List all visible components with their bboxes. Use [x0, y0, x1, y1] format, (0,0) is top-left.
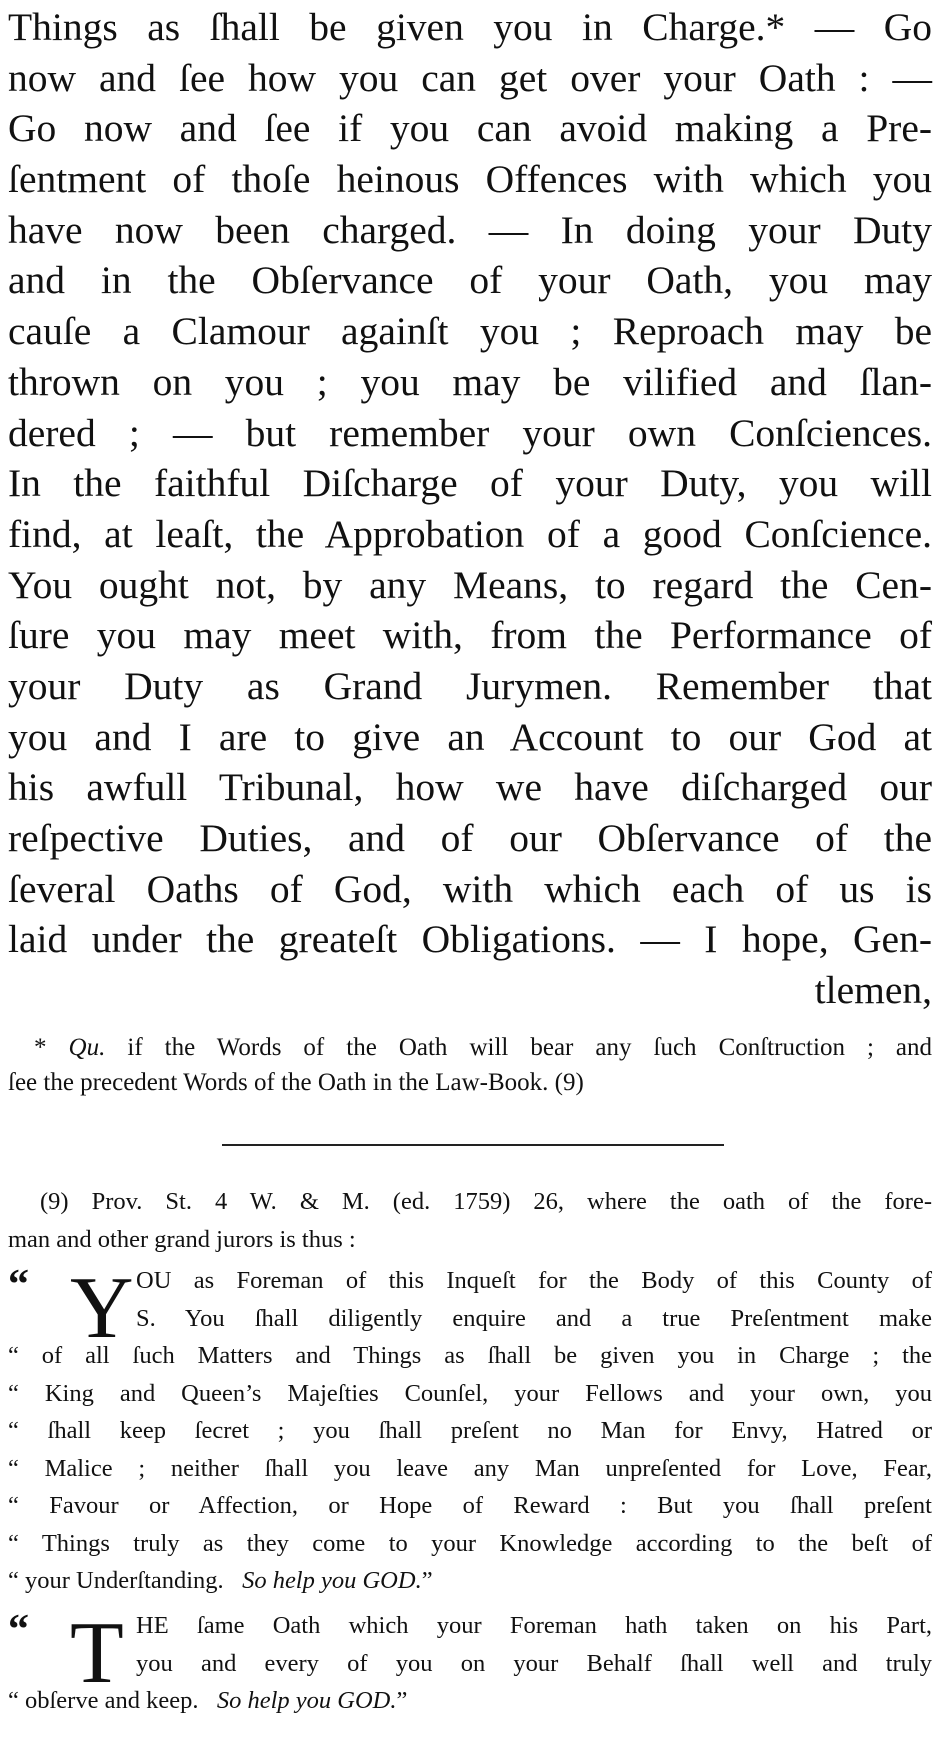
text-line: have now been charged. — In doing your Duty	[8, 207, 932, 252]
close-quote-mark: ”	[421, 1567, 433, 1594]
oath-foreman-quote	[8, 1262, 932, 1600]
oath-final-text: “ obſerve and keep.	[8, 1687, 199, 1714]
footnote-text: if the Words of the Oath will bear any ſuch Conſtruction ; and	[127, 1034, 933, 1061]
oath-line: “ King and Queen’s Majeſties Counſel, your Fellows and your own, you	[8, 1379, 932, 1407]
footnote-line-2: ſee the precedent Words of the Oath in the Law-Book. (9)	[8, 1069, 584, 1096]
text-line: ſeveral Oaths of God, with which each of us is	[8, 866, 932, 911]
catchword: tlemen,	[814, 968, 932, 1013]
oath-closing-formula: So help you GOD.	[216, 1687, 397, 1714]
text-line: now and ſee how you can get over your Oath : —	[8, 55, 932, 100]
text-line: You ought not, by any Means, to regard the Cen-	[8, 562, 932, 607]
editor-note	[8, 1183, 932, 1258]
close-quote-mark: ”	[396, 1687, 408, 1714]
footnote	[8, 1030, 932, 1100]
drop-cap-y: Y	[70, 1260, 134, 1357]
text-line: dered ; — but remember your own Conſciences.	[8, 410, 932, 455]
oath-line: OU as Foreman of this Inqueſt for the Body of this County of	[136, 1267, 932, 1294]
drop-cap-t: T	[70, 1605, 124, 1702]
text-line: laid under the greateſt Obligations. — I hope, Gen-	[8, 917, 932, 962]
oath-line: “ Malice ; neither ſhall you leave any Man unpreſented for Love, Fear,	[8, 1454, 932, 1482]
oath-jurors-quote	[8, 1607, 932, 1720]
open-quote-mark: “	[8, 1607, 29, 1653]
text-line: Things as ſhall be given you in Charge.* — Go	[8, 5, 932, 49]
oath-line: S. You ſhall diligently enquire and a true Preſentment make	[136, 1304, 932, 1332]
section-divider	[222, 1144, 724, 1146]
text-line: ſure you may meet with, from the Performance of	[8, 613, 932, 658]
open-quote-mark: “	[8, 1262, 29, 1308]
oath-line: “ Things truly as they come to your Knowledge according to the beſt of	[8, 1529, 932, 1557]
footnote-line-1	[8, 1030, 932, 1065]
footnote-marker: *	[34, 1034, 47, 1061]
oath-line: “ ſhall keep ſecret ; you ſhall preſent no Man for Envy, Hatred or	[8, 1417, 932, 1444]
text-line: his awfull Tribunal, how we have diſcharged our	[8, 765, 932, 810]
text-line: ſentment of thoſe heinous Offences with which you	[8, 157, 932, 202]
editor-note-line-1: (9) Prov. St. 4 W. & M. (ed. 1759) 26, where the oath of the fore-	[40, 1188, 932, 1215]
oath-line-final	[8, 1682, 932, 1720]
oath-closing-formula: So help you GOD.	[242, 1567, 422, 1594]
text-line: In the faithful Diſcharge of your Duty, you will	[8, 461, 932, 506]
editor-note-line-2: man and other grand jurors is thus :	[8, 1225, 356, 1253]
text-line: find, at leaſt, the Approbation of a good Conſcience.	[8, 511, 932, 556]
oath-line: “ of all ſuch Matters and Things as ſhall be given you in Charge ; the	[8, 1342, 932, 1369]
text-line: Go now and ſee if you can avoid making a Pre-	[8, 106, 932, 151]
oath-line: “ Favour or Affection, or Hope of Reward : But you ſhall preſent	[8, 1492, 932, 1519]
footnote-qu: Qu.	[68, 1034, 106, 1061]
oath-line-final	[8, 1562, 932, 1600]
text-line: your Duty as Grand Jurymen. Remember that	[8, 663, 932, 708]
text-line: thrown on you ; you may be vilified and ſlan-	[8, 359, 932, 404]
main-text-block	[8, 2, 932, 1016]
oath-final-text: “ your Underſtanding.	[8, 1567, 224, 1594]
text-line: reſpective Duties, and of our Obſervance of the	[8, 816, 932, 860]
oath-line: you and every of you on your Behalf ſhall well and truly	[136, 1649, 932, 1677]
text-line: and in the Obſervance of your Oath, you may	[8, 258, 932, 303]
oath-line: HE ſame Oath which your Foreman hath taken on his Part,	[136, 1612, 932, 1639]
text-line: you and I are to give an Account to our God at	[8, 714, 932, 759]
text-line: cauſe a Clamour againſt you ; Reproach may be	[8, 309, 932, 354]
